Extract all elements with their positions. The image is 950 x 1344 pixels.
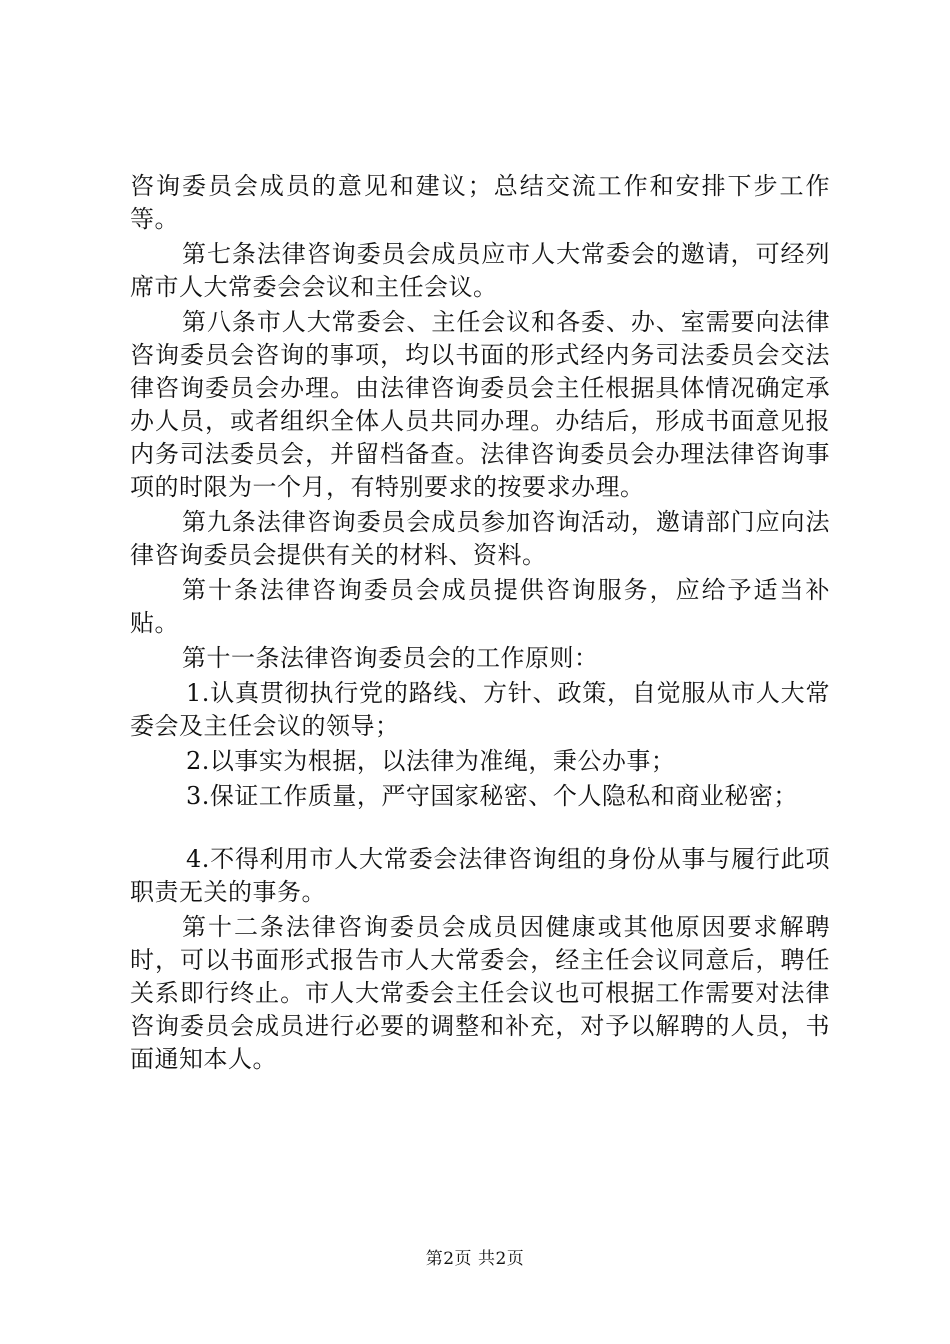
paragraph-article-10: 第十条法律咨询委员会成员提供咨询服务，应给予适当补贴。 xyxy=(130,576,830,637)
document-body xyxy=(130,170,830,1078)
principle-item-4: 4.不得利用市人大常委会法律咨询组的身份从事与履行此项职责无关的事务。 xyxy=(130,845,830,906)
paragraph-continuation: 咨询委员会成员的意见和建议；总结交流工作和安排下步工作等。 xyxy=(130,172,830,233)
page-number-footer: 第2页 共2页 xyxy=(425,1249,525,1269)
paragraph-article-12: 第十二条法律咨询委员会成员因健康或其他原因要求解聘时，可以书面形式报告市人大常委会，经主任会议同意后，聘任关系即行终止。市人大常委会主任会议也可根据工作需要对法律咨询委员会成员进行必要的调整和补充，对予以解聘的人员，书面通知本人。 xyxy=(130,913,830,1073)
paragraph-article-11: 第十一条法律咨询委员会的工作原则： xyxy=(182,644,599,672)
principle-item-3: 3.保证工作质量，严守国家秘密、个人隐私和商业秘密； xyxy=(186,782,798,810)
paragraph-article-7: 第七条法律咨询委员会成员应市人大常委会的邀请，可经列席市人大常委会会议和主任会议。 xyxy=(130,240,830,301)
paragraph-article-8: 第八条市人大常委会、主任会议和各委、办、室需要向法律咨询委员会咨询的事项，均以书面的形式经内务司法委员会交法律咨询委员会办理。由法律咨询委员会主任根据具体情况确定承办人员，或者组织全体人员共同办理。办结后，形成书面意见报内务司法委员会，并留档备查。法律咨询委员会办理法律咨询事项的时限为一个月，有特别要求的按要求办理。 xyxy=(130,308,830,501)
principle-item-1: 1.认真贯彻执行党的路线、方针、政策，自觉服从市人大常委会及主任会议的领导； xyxy=(130,679,830,740)
paragraph-article-9: 第九条法律咨询委员会成员参加咨询活动，邀请部门应向法律咨询委员会提供有关的材料、资料。 xyxy=(130,508,830,569)
principle-item-2: 2.以事实为根据，以法律为准绳，秉公办事； xyxy=(186,747,676,775)
